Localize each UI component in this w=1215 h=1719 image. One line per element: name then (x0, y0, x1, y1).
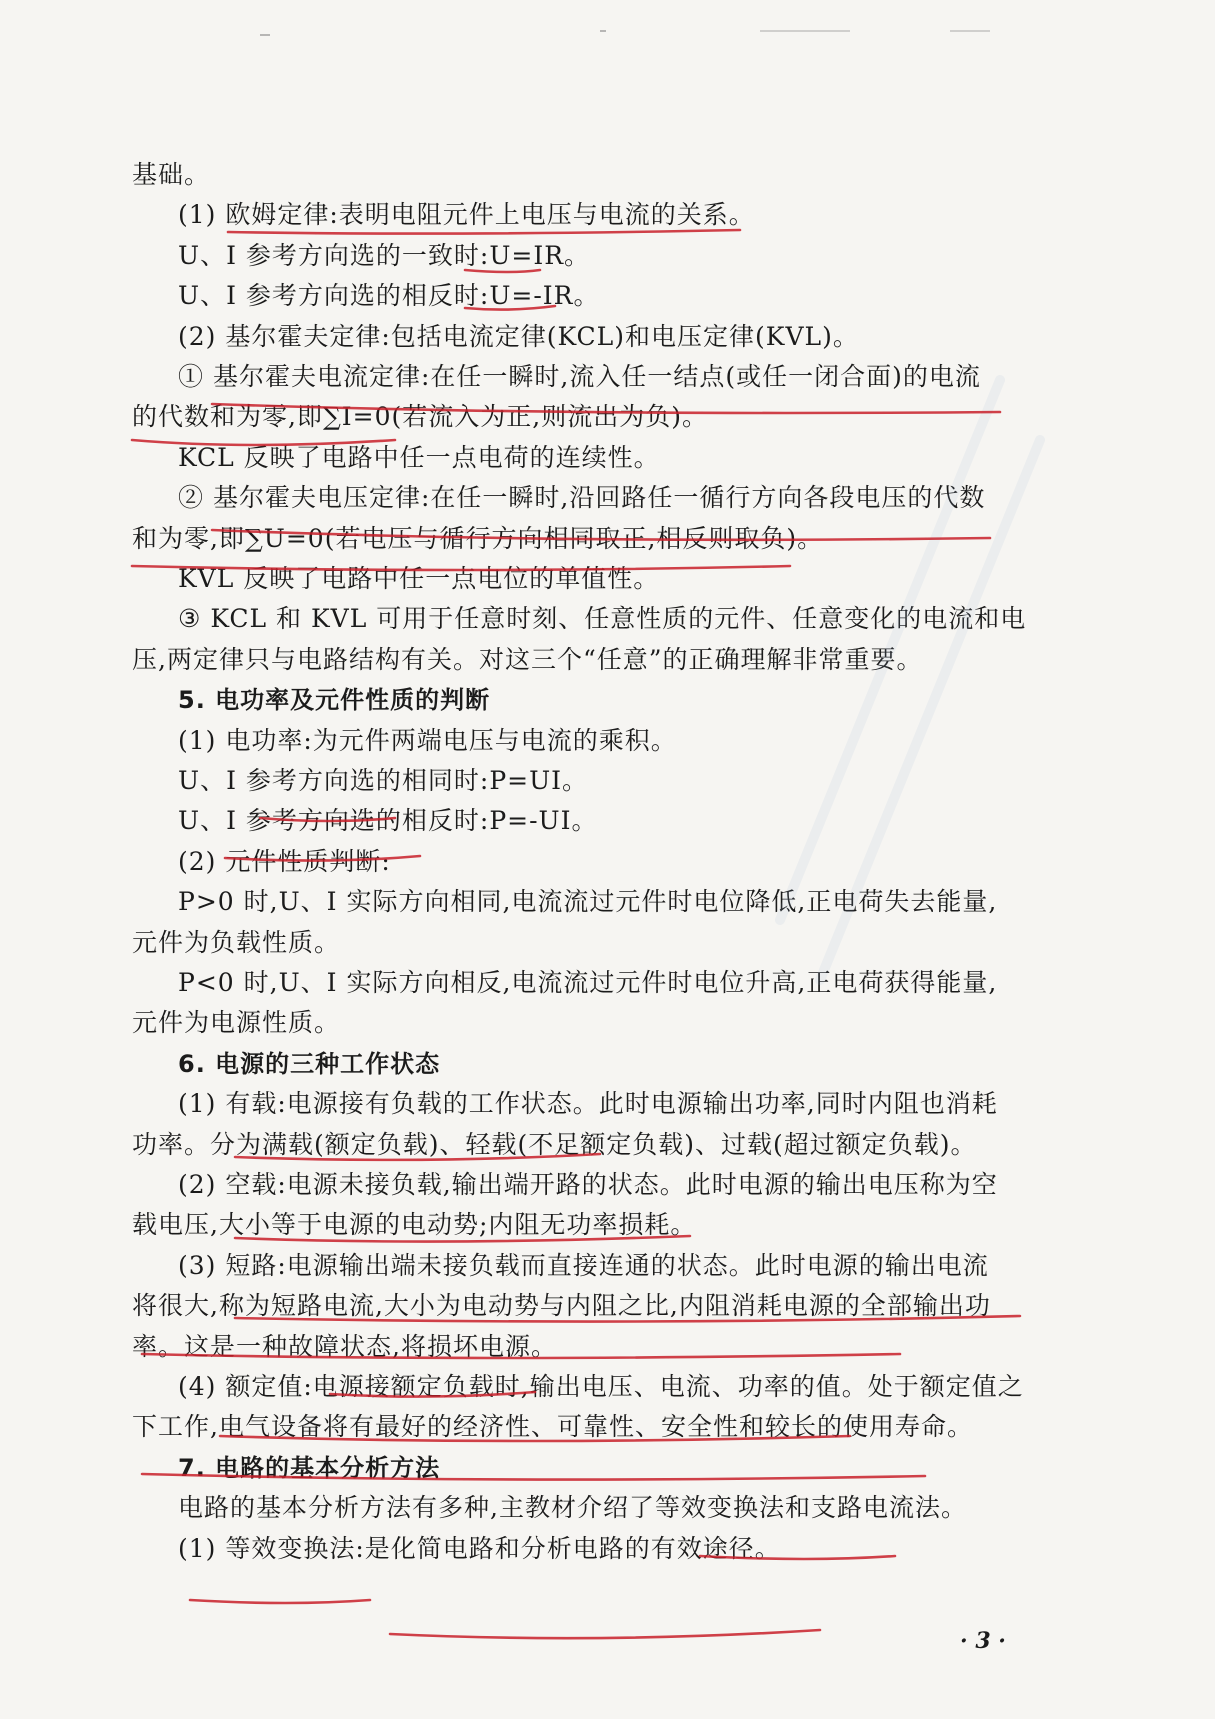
section-heading: 7. 电路的基本分析方法 (178, 1453, 441, 1482)
scan-speck (760, 30, 850, 32)
scan-speck (600, 30, 606, 32)
text-line: 元件为电源性质。 (132, 1008, 341, 1038)
text-line: (2) 元件性质判断: (178, 846, 391, 876)
text-line: 将很大,称为短路电流,大小为电动势与内阻之比,内阻消耗电源的全部输出功 (132, 1291, 991, 1321)
text-line: U、I 参考方向选的相反时:P=-UI。 (178, 806, 598, 836)
text-line: 元件为负载性质。 (132, 927, 341, 957)
scan-speck (260, 34, 270, 36)
section-heading: 5. 电功率及元件性质的判断 (178, 686, 491, 715)
text-line: (1) 欧姆定律:表明电阻元件上电压与电流的关系。 (178, 200, 755, 230)
page-number: · 3 · (960, 1628, 1006, 1654)
text-line: 和为零,即∑U=0(若电压与循行方向相同取正,相反则取负)。 (132, 523, 824, 553)
text-line: 下工作,电气设备将有最好的经济性、可靠性、安全性和较长的使用寿命。 (132, 1412, 973, 1442)
text-line: (4) 额定值:电源接额定负载时,输出电压、电流、功率的值。处于额定值之 (178, 1372, 1024, 1401)
text-line: (1) 有载:电源接有负载的工作状态。此时电源输出功率,同时内阻也消耗 (178, 1089, 998, 1119)
scan-speck (950, 30, 990, 32)
text-line: (3) 短路:电源输出端未接负载而直接连通的状态。此时电源的输出电流 (178, 1250, 989, 1280)
text-line: 率。这是一种故障状态,将损坏电源。 (132, 1331, 557, 1361)
text-line: P<0 时,U、I 实际方向相反,电流流过元件时电位升高,正电荷获得能量, (178, 968, 998, 997)
text-line: 基础。 (132, 160, 211, 189)
text-line: (2) 基尔霍夫定律:包括电流定律(KCL)和电压定律(KVL)。 (178, 321, 859, 351)
text-line: U、I 参考方向选的一致时:U=IR。 (178, 240, 591, 270)
text-line: ① 基尔霍夫电流定律:在任一瞬时,流入任一结点(或任一闭合面)的电流 (178, 362, 981, 391)
text-line: (1) 电功率:为元件两端电压与电流的乘积。 (178, 725, 677, 755)
text-line: 功率。分为满载(额定负载)、轻载(不足额定负载)、过载(超过额定负载)。 (132, 1129, 977, 1159)
text-line: U、I 参考方向选的相反时:U=-IR。 (178, 281, 600, 311)
text-line: (1) 等效变换法:是化简电路和分析电路的有效途径。 (178, 1533, 781, 1563)
text-line: 的代数和为零,即∑I=0(若流入为正,则流出为负)。 (132, 402, 708, 432)
text-line: ③ KCL 和 KVL 可用于任意时刻、任意性质的元件、任意变化的电流和电 (178, 604, 1027, 634)
text-line: KVL 反映了电路中任一点电位的单值性。 (178, 564, 660, 593)
text-line: KCL 反映了电路中任一点电荷的连续性。 (178, 442, 660, 472)
text-line: 电路的基本分析方法有多种,主教材介绍了等效变换法和支路电流法。 (178, 1493, 967, 1523)
text-line: (2) 空载:电源未接负载,输出端开路的状态。此时电源的输出电压称为空 (178, 1170, 998, 1199)
text-line: 载电压,大小等于电源的电动势;内阻无功率损耗。 (132, 1210, 697, 1240)
text-line: U、I 参考方向选的相同时:P=UI。 (178, 766, 589, 795)
text-line: P>0 时,U、I 实际方向相同,电流流过元件时电位降低,正电荷失去能量, (178, 887, 998, 917)
text-line: ② 基尔霍夫电压定律:在任一瞬时,沿回路任一循行方向各段电压的代数 (178, 483, 986, 513)
section-heading: 6. 电源的三种工作状态 (178, 1049, 441, 1078)
text-line: 压,两定律只与电路结构有关。对这三个“任意”的正确理解非常重要。 (132, 644, 923, 674)
